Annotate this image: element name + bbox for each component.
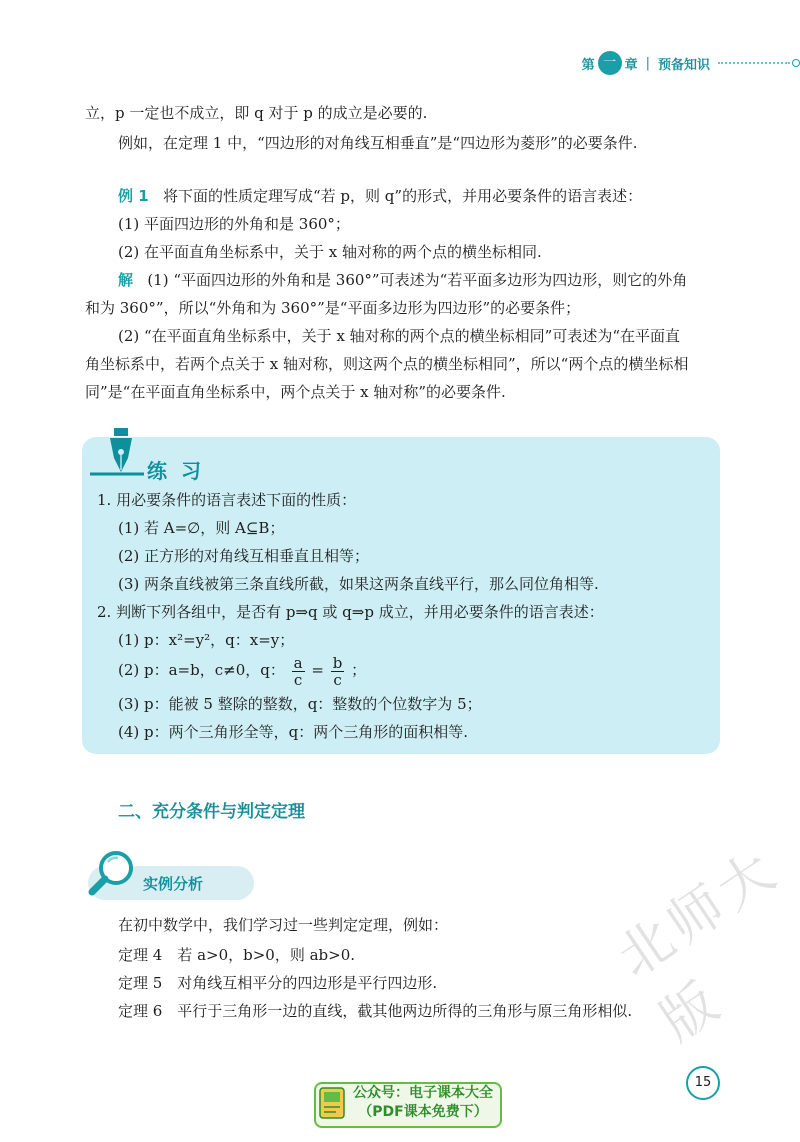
watermark-text [350, 1084, 496, 1122]
header-ring-icon [792, 59, 800, 67]
exercise-q1-2: (2) 正方形的对角线互相垂直且相等； [118, 547, 370, 565]
exercise-q2-2 [118, 654, 366, 688]
exercise-q1-3: (3) 两条直线被第三条直线所截，如果这两条直线平行，那么同位角相等. [118, 575, 599, 593]
fraction-denominator: c [293, 670, 303, 689]
fraction-numerator: a [293, 653, 303, 672]
pen-nib-icon [88, 428, 146, 478]
publisher-stamp: 北师大版 [606, 836, 791, 1054]
chapter-prefix: 第 [581, 57, 595, 73]
solution-2-line-1: (2) “在平面直角坐标系中，关于 x 轴对称的两个点的横坐标相同”可表述为“在平面直 [118, 327, 681, 345]
chapter-suffix: 章 [624, 57, 638, 73]
example-1-item-2: (2) 在平面直角坐标系中，关于 x 轴对称的两个点的横坐标相同. [118, 243, 542, 261]
header-dotted-line [718, 62, 790, 64]
intro-line-1: 立，p 一定也不成立，即 q 对于 p 的成立是必要的. [85, 104, 428, 122]
fraction-a-over-c [292, 655, 305, 688]
exercise-q1: 1. 用必要条件的语言表述下面的性质： [97, 491, 357, 509]
fraction-numerator: b [332, 653, 343, 672]
theorem-5: 定理 5 对角线互相平分的四边形是平行四边形. [118, 974, 438, 992]
magnifier-icon [86, 848, 138, 898]
watermark-line-2: （PDF课本免费下） [358, 1104, 488, 1120]
exercise-q2-3: (3) p：能被 5 整除的整数，q：整数的个位数字为 5； [118, 695, 482, 713]
exercise-q2: 2. 判断下列各组中，是否有 p⇒q 或 q⇒p 成立，并用必要条件的语言表述： [97, 603, 604, 621]
intro-line-2: 例如，在定理 1 中，“四边形的对角线互相垂直”是“四边形为菱形”的必要条件. [118, 134, 638, 152]
solution-1-line-2: 和为 360°”，所以“外角和为 360°”是“平面多边形为四边形”的必要条件； [85, 299, 581, 317]
solution-label: 解 [118, 271, 134, 289]
header-separator: | [645, 55, 650, 71]
page-number: 15 [686, 1066, 720, 1100]
fraction-b-over-c [331, 655, 345, 688]
chapter-header [582, 48, 800, 78]
theorem-4: 定理 4 若 a>0，b>0，则 ab>0. [118, 946, 356, 964]
chapter-number-badge: 一 [598, 51, 622, 75]
exercise-q2-2-text: (2) p：a=b，c≠0，q： [118, 661, 285, 679]
solution-2-line-2: 角坐标系中，若两个点关于 x 轴对称，则这两个点的横坐标相同”，所以“两个点的横坐标相 [85, 355, 689, 373]
section-title: 二、充分条件与判定定理 [118, 802, 305, 822]
solution-1-text: (1) “平面四边形的外角和是 360°”可表述为“若平面多边形为四边形，则它的外角 [147, 271, 688, 289]
exercise-title: 练习 [147, 459, 215, 483]
fraction-denominator: c [333, 670, 342, 689]
theorem-6: 定理 6 平行于三角形一边的直线，截其他两边所得的三角形与原三角形相似. [118, 1002, 633, 1020]
equals-sign: = [311, 661, 324, 679]
chapter-title: 预备知识 [657, 57, 710, 73]
solution-2-line-3: 同”是“在平面直角坐标系中，两个点关于 x 轴对称”的必要条件. [85, 383, 506, 401]
solution-1-line-1 [118, 270, 687, 290]
exercise-q1-1: (1) 若 A=∅，则 A⊆B； [118, 519, 285, 537]
exercise-q2-1: (1) p：x²=y²，q：x=y； [118, 631, 295, 649]
case-intro: 在初中数学中，我们学习过一些判定定理，例如： [118, 916, 449, 934]
case-analysis-label: 实例分析 [143, 875, 204, 893]
example-prompt-text: 将下面的性质定理写成“若 p，则 q”的形式，并用必要条件的语言表述： [162, 187, 643, 205]
watermark-line-1: 公众号：电子课本大全 [353, 1085, 493, 1101]
book-icon [318, 1086, 346, 1120]
example-1-item-1: (1) 平面四边形的外角和是 360°； [118, 215, 350, 233]
exercise-q2-2-end: ； [351, 661, 367, 679]
exercise-q2-4: (4) p：两个三角形全等，q：两个三角形的面积相等. [118, 723, 468, 741]
example-label: 例 1 [118, 187, 149, 205]
example-1-prompt [118, 186, 642, 206]
